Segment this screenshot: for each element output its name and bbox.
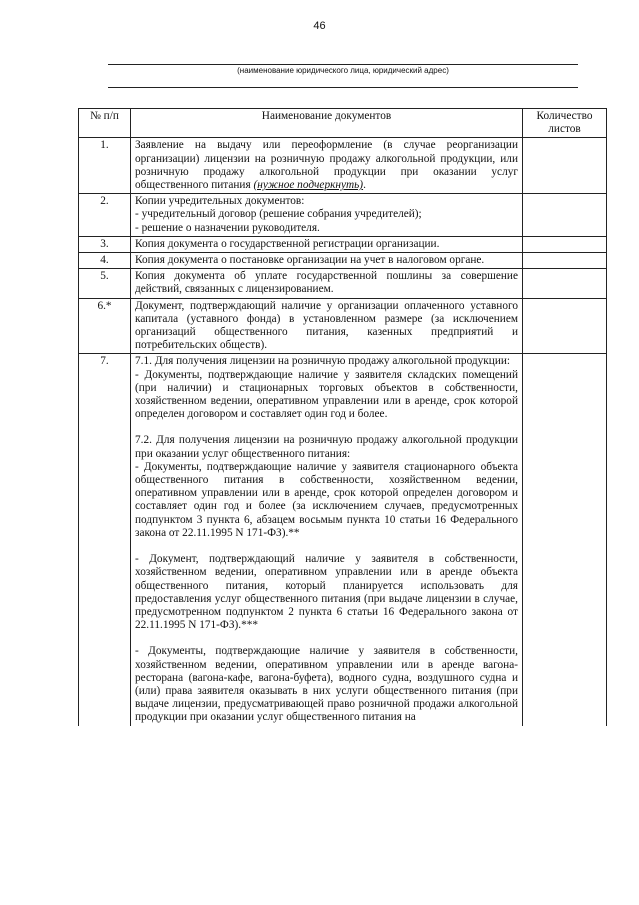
- row-document-name: [131, 354, 523, 726]
- name-address-line: [108, 64, 578, 65]
- row-paragraph: - Документы, подтверждающие наличие у заявителя складских помещений (при наличии) и стационарных торговых объектов в собственности, хозяйственном ведении, оперативном управлении или в аренде, срок которой определен договором и составляет один год и более.: [135, 368, 518, 421]
- row-text-end: .: [363, 179, 366, 192]
- table-row: [79, 194, 607, 237]
- row-number: 7.: [79, 354, 131, 726]
- row-number: 4.: [79, 253, 131, 269]
- row-paragraph: - Документы, подтверждающие наличие у заявителя в собственности, хозяйственном ведении, оперативном управлении или в аренде вагона-ресторана (вагона-кафе, вагона-буфета), водного судна, воздушного судна и (или) права заявителя оказывать в них услуги общественного питания (при выдаче лицензии, предусматривающей право розничной продажи алкогольной продукции при оказании услуг общественного питания на: [135, 645, 518, 724]
- paragraph-gap: [135, 540, 518, 553]
- column-header-sheet-count: Количество листов: [523, 109, 607, 138]
- documents-table: [78, 108, 607, 726]
- row-document-name: Документ, подтверждающий наличие у организации оплаченного уставного капитала (уставного фонда) в установленном размере (за исключением организаций общественного питания, казенных предприятий и потребительских обществ).: [131, 298, 523, 354]
- table-row: [79, 269, 607, 298]
- row-sheet-count: [523, 194, 607, 237]
- paragraph-gap: [135, 421, 518, 434]
- column-header-number: № п/п: [79, 109, 131, 138]
- name-address-caption: (наименование юридического лица, юридический адрес): [237, 66, 449, 75]
- table-row: [79, 236, 607, 252]
- paragraph-gap: [135, 632, 518, 645]
- row-sheet-count: [523, 236, 607, 252]
- row-paragraph: - Документы, подтверждающие наличие у заявителя стационарного объекта общественного питания в собственности, хозяйственном ведении, оперативном управлении или в аренде, срок которой определен договором и составляет один год и более (за исключением случаев, предусмотренных подпунктом 3 пункта 6, абзацем восьмым пункта 10 статьи 16 Федерального закона от 22.11.1995 N 171-ФЗ).**: [135, 460, 518, 539]
- row-paragraph: 7.1. Для получения лицензии на розничную продажу алкогольной продукции:: [135, 355, 511, 368]
- second-blank-line: [108, 87, 578, 88]
- row-sheet-count: [523, 354, 607, 726]
- table-header-row: [79, 109, 607, 138]
- row-paragraph: - Документ, подтверждающий наличие у заявителя в собственности, хозяйственном ведении, оперативном управлении или в аренде объекта общественного питания, который планируется использовать для предоставления услуг общественного питания (при выдаче лицензии в случае, предусмотренном подпунктом 2 пункта 6 статьи 16 Федерального закона от 22.11.1995 N 171-ФЗ).***: [135, 553, 518, 632]
- row-document-name: Копия документа о постановке организации на учет в налоговом органе.: [131, 253, 523, 269]
- row-line: - решение о назначении руководителя.: [135, 221, 320, 234]
- row-sheet-count: [523, 253, 607, 269]
- row-sheet-count: [523, 138, 607, 194]
- row-text: Заявление на выдачу или переоформление (в случае реорганизации организации) лицензии на розничную продажу алкогольной продукции, или розничную продажу алкогольной продукции при оказании услуг общественного питания: [135, 139, 518, 192]
- row-document-name: [131, 138, 523, 194]
- row-number: 5.: [79, 269, 131, 298]
- row-paragraph: 7.2. Для получения лицензии на розничную продажу алкогольной продукции при оказании услуг общественного питания:: [135, 434, 518, 460]
- table-row: [79, 253, 607, 269]
- column-header-document-name: Наименование документов: [131, 109, 523, 138]
- row-number: 6.*: [79, 298, 131, 354]
- row-line: Копии учредительных документов:: [135, 195, 305, 208]
- row-document-name: [131, 194, 523, 237]
- row-number: 1.: [79, 138, 131, 194]
- page-number: 46: [313, 20, 326, 32]
- row-document-name: Копия документа о государственной регистрации организации.: [131, 236, 523, 252]
- row-document-name: Копия документа об уплате государственной пошлины за совершение действий, связанных с лицензированием.: [131, 269, 523, 298]
- row-number: 2.: [79, 194, 131, 237]
- row-sheet-count: [523, 269, 607, 298]
- table-row: [79, 354, 607, 726]
- row-note: (нужное подчеркнуть): [253, 179, 364, 192]
- table-row: [79, 138, 607, 194]
- table-row: [79, 298, 607, 354]
- row-sheet-count: [523, 298, 607, 354]
- row-line: - учредительный договор (решение собрания учредителей);: [135, 208, 422, 221]
- row-number: 3.: [79, 236, 131, 252]
